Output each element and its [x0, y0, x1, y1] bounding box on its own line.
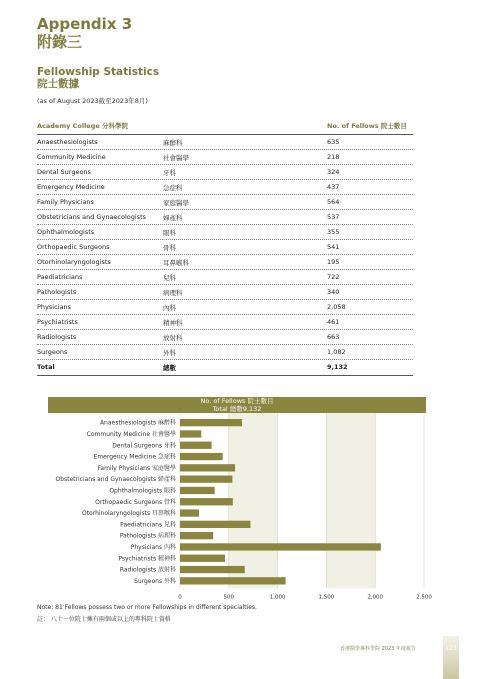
bar: [180, 566, 245, 573]
as-of-date: (as of August 2023截至2023年8月): [37, 97, 148, 105]
tick-label: 2,000: [367, 594, 384, 601]
college-name: Family Physicians: [37, 198, 94, 206]
college-name: Dental Surgeons: [37, 168, 91, 176]
fellow-count: 541: [327, 243, 340, 251]
college-name: Paediatricians: [37, 273, 83, 281]
table-row: [37, 315, 413, 330]
table-header: [37, 118, 413, 135]
bar: [180, 430, 201, 437]
tick-label: 500: [223, 594, 235, 601]
page-tab: [443, 636, 459, 679]
fellow-count: 461: [327, 318, 340, 326]
table-row: [37, 240, 413, 255]
college-name: Ophthalmologists: [37, 228, 95, 236]
table-row: [37, 225, 413, 240]
table-total-row: [37, 360, 413, 376]
table-row: [37, 300, 413, 315]
category-label: Emergency Medicine 急症科: [93, 453, 176, 461]
fellow-count: 564: [327, 198, 340, 206]
category-label: Anaesthesiologists 麻醉科: [99, 419, 176, 427]
bar: [180, 555, 225, 562]
college-name: Community Medicine: [37, 153, 106, 161]
bar: [180, 487, 215, 494]
table-row: [37, 180, 413, 195]
fellow-count: 2,058: [327, 303, 346, 311]
college-name-zh: 麻醉科: [163, 139, 183, 147]
total-value: 9,132: [327, 363, 348, 371]
category-label: Community Medicine 社會醫學: [86, 430, 176, 438]
section-title-zh: 院士數據: [37, 78, 79, 90]
bar: [180, 476, 232, 483]
category-label: Pathologists 病理科: [119, 532, 176, 540]
bar: [180, 453, 223, 460]
college-name-zh: 家庭醫學: [163, 199, 189, 207]
fellow-count: 340: [327, 288, 340, 296]
college-name: Orthopaedic Surgeons: [37, 243, 110, 251]
bar: [180, 498, 233, 505]
table-row: [37, 150, 413, 165]
total-label-zh: 總數: [163, 364, 176, 372]
category-label: Obstetricians and Gynaecologists 婦產科: [55, 476, 176, 484]
bar: [180, 442, 212, 449]
fellow-count: 663: [327, 333, 340, 341]
bar: [180, 464, 235, 471]
college-name-zh: 牙科: [163, 169, 176, 177]
page-number: 123: [445, 645, 457, 652]
college-name: Obstetricians and Gynaecologists: [37, 213, 147, 221]
bar: [180, 509, 199, 516]
chart-header: [48, 397, 426, 413]
total-label: Total: [37, 363, 55, 371]
chart-band: [326, 413, 375, 589]
college-name-zh: 精神科: [163, 319, 183, 327]
fellowship-table: [37, 118, 413, 376]
bar: [180, 577, 286, 584]
fellow-count: 537: [327, 213, 340, 221]
category-label: Family Physicians 家庭醫學: [97, 464, 176, 472]
table-body: [37, 135, 413, 360]
fellow-count: 195: [327, 258, 340, 266]
appendix-title: Appendix 3: [37, 15, 133, 33]
table-row: [37, 195, 413, 210]
college-name-zh: 放射科: [163, 334, 183, 342]
college-name-zh: 外科: [163, 349, 176, 357]
fellow-count: 355: [327, 228, 340, 236]
bar: [180, 419, 242, 426]
college-name: Radiologists: [37, 333, 77, 341]
college-name-zh: 病理科: [163, 289, 183, 297]
table-row: [37, 165, 413, 180]
college-name-zh: 社會醫學: [163, 154, 189, 162]
note-zh: 註： 八十一位院士擁有兩個或以上的專科院士資格: [37, 616, 171, 623]
college-name-zh: 急症科: [163, 184, 183, 192]
table-row: [37, 285, 413, 300]
chart-title: No. of Fellows 院士數目: [200, 397, 274, 405]
fellow-count: 324: [327, 168, 340, 176]
fellow-count: 218: [327, 153, 340, 161]
bar: [180, 543, 381, 550]
fellow-count: 635: [327, 138, 340, 146]
college-column-header: Academy College 分科學院: [37, 122, 129, 130]
table-row: [37, 330, 413, 345]
table-row: [37, 270, 413, 285]
category-label: Psychiatrists 精神科: [118, 555, 176, 563]
category-label: Orthopaedic Surgeons 骨科: [95, 498, 176, 506]
category-label: Dental Surgeons 牙科: [112, 442, 176, 450]
section-title: Fellowship Statistics: [37, 66, 160, 78]
tick-label: 0: [178, 594, 182, 601]
footer-text: 香港醫學專科學院 2023 年度報告: [340, 646, 416, 652]
chart-band: [229, 413, 278, 589]
college-name: Physicians: [37, 303, 71, 311]
fellow-count: 722: [327, 273, 340, 281]
college-name-zh: 耳鼻喉科: [163, 259, 189, 267]
college-name: Emergency Medicine: [37, 183, 105, 191]
tick-label: 2,500: [416, 594, 432, 601]
college-name-zh: 眼科: [163, 229, 176, 237]
appendix-title-zh: 附錄三: [37, 33, 83, 51]
note-en: Note: 81 Fellows possess two or more Fellowships in different specialties.: [37, 604, 257, 611]
category-label: Paediatricians 兒科: [120, 521, 176, 529]
college-name-zh: 兒科: [163, 274, 176, 282]
category-label: Radiologists 放射科: [119, 566, 176, 574]
tick-label: 1,000: [269, 594, 286, 601]
fellows-column-header: No. of Fellows 院士數目: [327, 122, 407, 130]
fellows-bar-chart: [0, 413, 480, 603]
college-name-zh: 內科: [163, 304, 176, 312]
category-label: Physicians 內科: [130, 543, 176, 551]
table-row: [37, 255, 413, 270]
college-name: Surgeons: [37, 348, 68, 356]
bar: [180, 532, 213, 539]
table-row: [37, 210, 413, 225]
category-label: Surgeons 外科: [134, 577, 176, 585]
college-name: Psychiatrists: [37, 318, 78, 326]
category-label: Otorhinolaryngologists 耳鼻喉科: [81, 510, 176, 518]
fellow-count: 437: [327, 183, 340, 191]
fellow-count: 1,082: [327, 348, 346, 356]
chart-subtitle: Total 總數9,132: [212, 405, 262, 413]
college-name: Anaesthesiologists: [37, 138, 98, 146]
bar: [180, 521, 250, 528]
table-row: [37, 345, 413, 360]
college-name-zh: 骨科: [163, 244, 176, 252]
tick-label: 1,500: [318, 594, 335, 601]
college-name: Otorhinolaryngologists: [37, 258, 111, 266]
college-name-zh: 婦產科: [163, 214, 183, 222]
table-row: [37, 135, 413, 150]
category-label: Ophthalmologists 眼科: [109, 487, 176, 495]
college-name: Pathologists: [37, 288, 77, 296]
